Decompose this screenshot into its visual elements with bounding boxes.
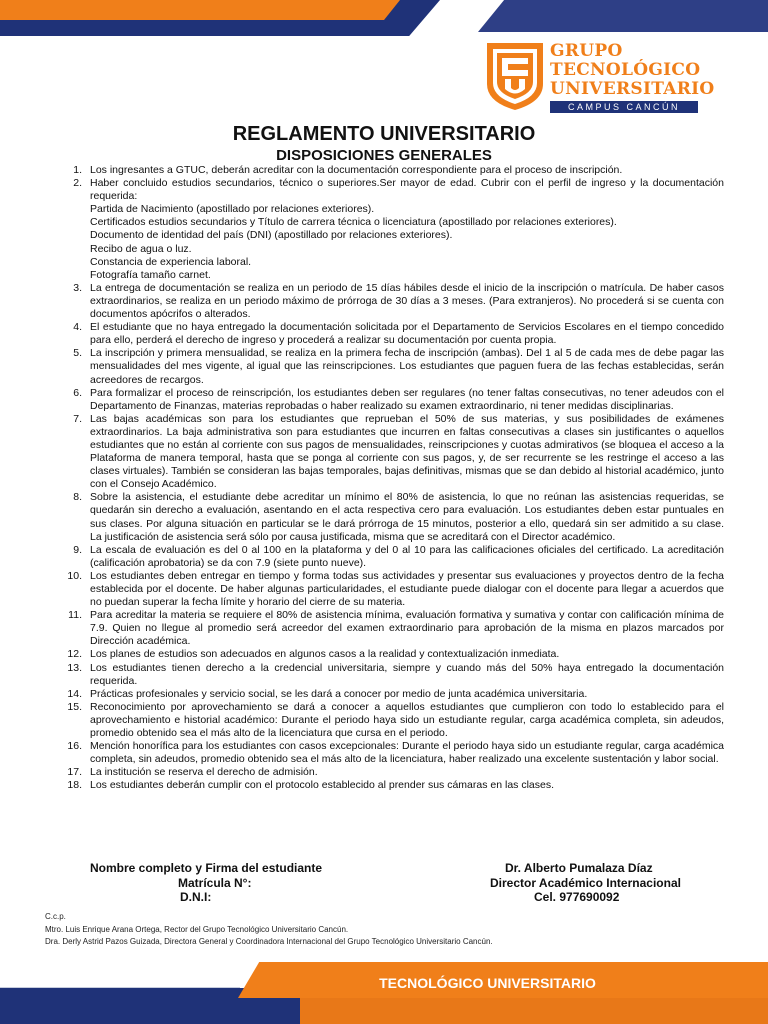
brand-line-3: UNIVERSITARIO xyxy=(550,79,715,99)
rule-text: Para acreditar la materia se requiere el 80% de asistencia mínima, evaluación formativa y sumativa y contar con calificación mínima de 7.9. Quien no llegue al promedio será acreedor del examen extraordinario para aprobación de la misma en plazos marcados por Dirección académica. xyxy=(90,609,724,648)
rule-item xyxy=(64,662,724,688)
rule-text: Las bajas académicas son para los estudiantes que reprueban el 50% de sus materias, y sus posibilidades de exámenes extraordinarios. La baja administrativa son para estudiantes que incurren en faltas consecutivas a clases sin justificantes o aquellos estudiantes que no están al corriente con sus pagos de mensualidades, reinscripciones y cuotas admirativos (se bloquea el acceso a la Plataforma de manera temporal, hasta que se ponga al corriente con sus pagos, y, de ser recurrente se les restringe el acceso a las clases virtuales). También se consideran las bajas temporales, bajas definitivas, mismas que se dan debido al historial académico, junto con el Consejo Académico. xyxy=(90,412,724,491)
document-subtitle: DISPOSICIONES GENERALES xyxy=(276,147,492,164)
rule-number: 17. xyxy=(67,766,82,779)
rule-number: 7. xyxy=(73,412,82,425)
rule-text: La escala de evaluación es del 0 al 100 en la plataforma y del 0 al 10 para las calificaciones oficiales del certificado. La acreditación (calificación aprobatoria) se da con 7.9 (siete punto nueve). xyxy=(90,543,724,569)
document-title: REGLAMENTO UNIVERSITARIO xyxy=(232,123,536,145)
rule-number: 6. xyxy=(73,386,82,399)
rule-text: Los estudiantes deben entregar en tiempo y forma todas sus actividades y presentar sus evaluaciones y proyectos dentro de la fecha establecida por el docente. De haber algunas particularidades, el estudiante puede dialogar con el docente para llegar a acuerdos que no puedan superar la fecha límite y horario del cierre de su materia. xyxy=(90,569,724,609)
ccp-label: C.c.p. xyxy=(45,912,66,921)
rule-item xyxy=(64,282,724,321)
ccp-block xyxy=(45,911,493,949)
rule-item xyxy=(64,740,724,766)
director-signature-block xyxy=(490,861,730,905)
rule-number: 18. xyxy=(67,779,82,792)
rule-item xyxy=(64,609,724,648)
rule-item xyxy=(64,701,724,740)
rule-item xyxy=(64,164,724,177)
rule-number: 14. xyxy=(67,687,82,700)
rule-item xyxy=(64,177,724,282)
rule-text: La institución se reserva el derecho de admisión. xyxy=(90,766,318,779)
brand-campus: CAMPUS CANCÚN xyxy=(550,101,698,113)
ccp-recipient: Dra. Derly Astrid Pazos Guizada, Directora General y Coordinadora Internacional del Grupo Tecnológico Universitario Cancún. xyxy=(45,937,493,946)
rule-item xyxy=(64,779,724,792)
rule-number: 8. xyxy=(73,491,82,504)
student-signature-label: Nombre completo y Firma del estudiante xyxy=(90,861,323,875)
rule-subitem: Certificados estudios secundarios y Título de carrera técnica o licenciatura (apostillado por relaciones exteriores). xyxy=(90,216,617,229)
rule-text: Los ingresantes a GTUC, deberán acreditar con la documentación correspondiente para el proceso de inscripción. xyxy=(90,164,623,176)
rule-text: La entrega de documentación se realiza en un periodo de 15 días hábiles desde el inicio de la inscripción o matrícula. De haber casos extraordinarios, se realiza en un periodo máximo de prórroga de 30 días a 3 meses. (Para extranjeros). No procederá si se cuenta con documentos apócrifos o alterados. xyxy=(90,281,724,321)
rule-number: 3. xyxy=(73,281,82,294)
rule-subitem: Constancia de experiencia laboral. xyxy=(90,255,252,268)
rule-item xyxy=(64,491,724,543)
header-orange-band xyxy=(0,0,400,20)
gtu-shield-logo-icon xyxy=(484,40,546,112)
student-signature-block xyxy=(90,861,350,905)
brand-line-2: TECNOLÓGICO xyxy=(550,60,701,80)
rule-number: 11. xyxy=(68,609,82,622)
rule-text: Mención honorífica para los estudiantes con casos excepcionales: Durante el periodo haya sido un estudiante regular, carga académica completa, sin adeudos, promedio obtenido sea el más alto de la licenciatura, haber realizado una excelente sustentación y labor social. xyxy=(90,740,724,766)
rule-number: 12. xyxy=(67,648,82,661)
rule-item xyxy=(64,321,724,347)
rule-text: Prácticas profesionales y servicio social, se les dará a conocer por medio de junta académica universitaria. xyxy=(90,687,588,700)
rules-list xyxy=(64,164,724,793)
student-dni-label: D.N.I: xyxy=(180,890,212,904)
ccp-recipient: Mtro. Luis Enrique Arana Ortega, Rector del Grupo Tecnológico Universitario Cancún. xyxy=(45,924,349,934)
header-right-navy-band xyxy=(478,0,768,32)
rule-subitem: Fotografía tamaño carnet. xyxy=(90,268,211,281)
rule-text: Los estudiantes tienen derecho a la credencial universitaria, siempre y cuando más del 50% haya entregado la documentación requerida. xyxy=(90,661,724,687)
rule-item xyxy=(64,413,724,492)
rule-item xyxy=(64,347,724,386)
rule-number: 15. xyxy=(67,700,82,713)
rule-text: Para formalizar el proceso de reinscripción, los estudiantes deben ser regulares (no tener faltas consecutivas, no tener adeudos con el Departamento de Finanzas, materias reprobadas o haber realizado su examen extraordinario, ni tener medidas disciplinarias. xyxy=(90,386,724,412)
footer-label: TECNOLÓGICO UNIVERSITARIO xyxy=(379,975,596,991)
rule-number: 2. xyxy=(73,177,82,190)
rule-number: 16. xyxy=(67,740,82,753)
rule-item xyxy=(64,648,724,661)
rule-number: 10. xyxy=(67,569,82,582)
rule-number: 1. xyxy=(73,164,82,176)
rule-number: 4. xyxy=(73,321,82,334)
rule-subitem: Partida de Nacimiento (apostillado por relaciones exteriores). xyxy=(90,203,375,216)
footer-orange-strip xyxy=(300,998,768,1024)
rule-text: Los planes de estudios son adecuados en algunos casos a la realidad y contextualización inmediata. xyxy=(90,648,560,661)
rule-text: Los estudiantes deberán cumplir con el protocolo establecido al prender sus cámaras en las clases. xyxy=(90,779,555,792)
rule-number: 5. xyxy=(73,347,82,360)
rule-text: Haber concluido estudios secundarios, técnico o superiores.Ser mayor de edad. Cubrir con el perfil de ingreso y la documentación requerida: xyxy=(90,177,724,203)
rule-text: Reconocimiento por aprovechamiento se dará a conocer a aquellos estudiantes que cumplieron con todo lo establecido para el aprovechamiento e historial académico: Durante el periodo haya sido un estudiante regular, carga académica completa, sin adeudos, promedio obtenido sea el más alto de la licenciatura que cursa en el periodo. xyxy=(90,700,724,740)
student-matricula-label: Matrícula N°: xyxy=(178,875,252,890)
rule-number: 9. xyxy=(73,543,82,556)
rule-item xyxy=(64,766,724,779)
brand-line-1: GRUPO xyxy=(550,41,623,61)
rule-number: 13. xyxy=(67,661,82,674)
rule-item xyxy=(64,387,724,413)
director-name: Dr. Alberto Pumalaza Díaz xyxy=(505,861,653,875)
rule-text: El estudiante que no haya entregado la documentación solicitada por el Departamento de Servicios Escolares en el tiempo concedido para ello, perderá el derecho de ingreso y procederá a realizar su documentación por cuenta propia. xyxy=(90,321,724,347)
rule-text: La inscripción y primera mensualidad, se realiza en la primera fecha de inscripción (ambas). Del 1 al 5 de cada mes de debe pagar las mensualidades del mes vigente, al igual que las reinscripciones. Los estudiantes que paguen fuera de las fechas establecidas, serán acreedores de recargos. xyxy=(90,347,724,386)
rule-text: Sobre la asistencia, el estudiante debe acreditar un mínimo el 80% de asistencia, lo que no reúnan las asistencias requeridas, se quedarán sin derecho a evaluación, asentando en el acta respectiva cero para evaluación. Los estudiantes deben estar puntuales en sus clases. Por alguna situación en particular se le dará prórroga de 15 minutos, posterior a ello, quedará sin ser admitido a su clase. La justificación de asistencia será sólo por causa justificada, misma que se acreditará con el Director académico. xyxy=(90,491,724,543)
director-title: Director Académico Internacional xyxy=(490,875,681,890)
rule-item xyxy=(64,570,724,609)
director-phone: Cel. 977690092 xyxy=(534,890,620,904)
brand-name xyxy=(550,42,715,113)
rule-item xyxy=(64,544,724,570)
rule-subitem: Documento de identidad del país (DNI) (apostillado por relaciones exteriores). xyxy=(90,229,453,242)
rule-subitem: Recibo de agua o luz. xyxy=(90,242,192,255)
rule-item xyxy=(64,688,724,701)
